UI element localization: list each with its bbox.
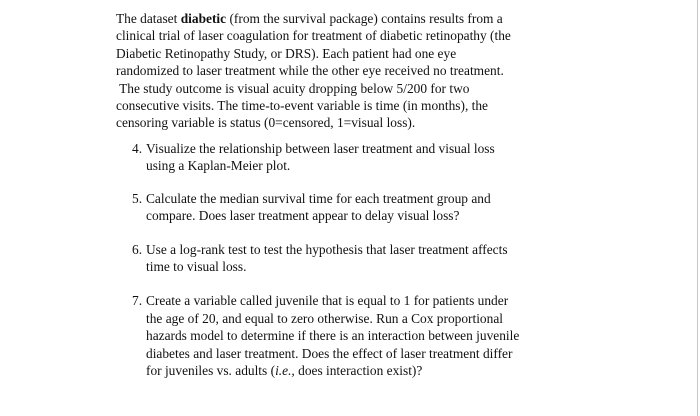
question-text: Visualize the relationship between laser treatment and visual loss using a Kaplan-Meier plot. <box>146 141 495 174</box>
question-number: 5. <box>132 190 143 206</box>
question-number: 7. <box>132 293 143 309</box>
question-number: 6. <box>132 241 143 257</box>
question-5 <box>132 190 552 225</box>
question-number: 4. <box>132 141 143 156</box>
page-edge-divider <box>697 0 698 416</box>
intro-line-3: Diabetic Retinopathy Study, or DRS). Each patient had one eye <box>116 45 457 61</box>
intro-line-7: censoring variable is status (0=censored, 1=visual loss). <box>116 115 416 131</box>
question-text: Create a variable called juvenile that is equal to 1 for patients under the age of 20, and equal to zero otherwise. Run a Cox proportional hazards model to determine if there is an interaction between juvenile diabetes and laser treatment. Does the effect of laser treatment differ for juveniles vs. adults (i.e., does interaction exist)? <box>146 293 520 379</box>
question-7 <box>132 292 552 379</box>
question-text: Calculate the median survival time for each treatment group and compare. Does laser treatment appear to delay visual loss? <box>146 190 491 224</box>
question-text: Use a log-rank test to test the hypothesis that laser treatment affects time to visual loss. <box>146 241 508 275</box>
intro-paragraph <box>116 10 546 132</box>
ie-abbreviation: i.e., <box>275 363 295 379</box>
intro-line-5: The study outcome is visual acuity dropping below 5/200 for two <box>116 80 470 96</box>
question-6 <box>132 241 552 276</box>
question-4 <box>132 140 552 175</box>
question-list <box>132 140 552 396</box>
intro-line-2: clinical trial of laser coagulation for treatment of diabetic retinopathy (the <box>116 28 511 44</box>
intro-line-4: randomized to laser treatment while the other eye received no treatment. <box>116 63 504 79</box>
dataset-name: diabetic <box>180 11 227 26</box>
intro-line-1: The dataset diabetic (from the survival package) contains results from a <box>116 11 503 26</box>
intro-line-6: consecutive visits. The time-to-event variable is time (in months), the <box>116 98 488 114</box>
